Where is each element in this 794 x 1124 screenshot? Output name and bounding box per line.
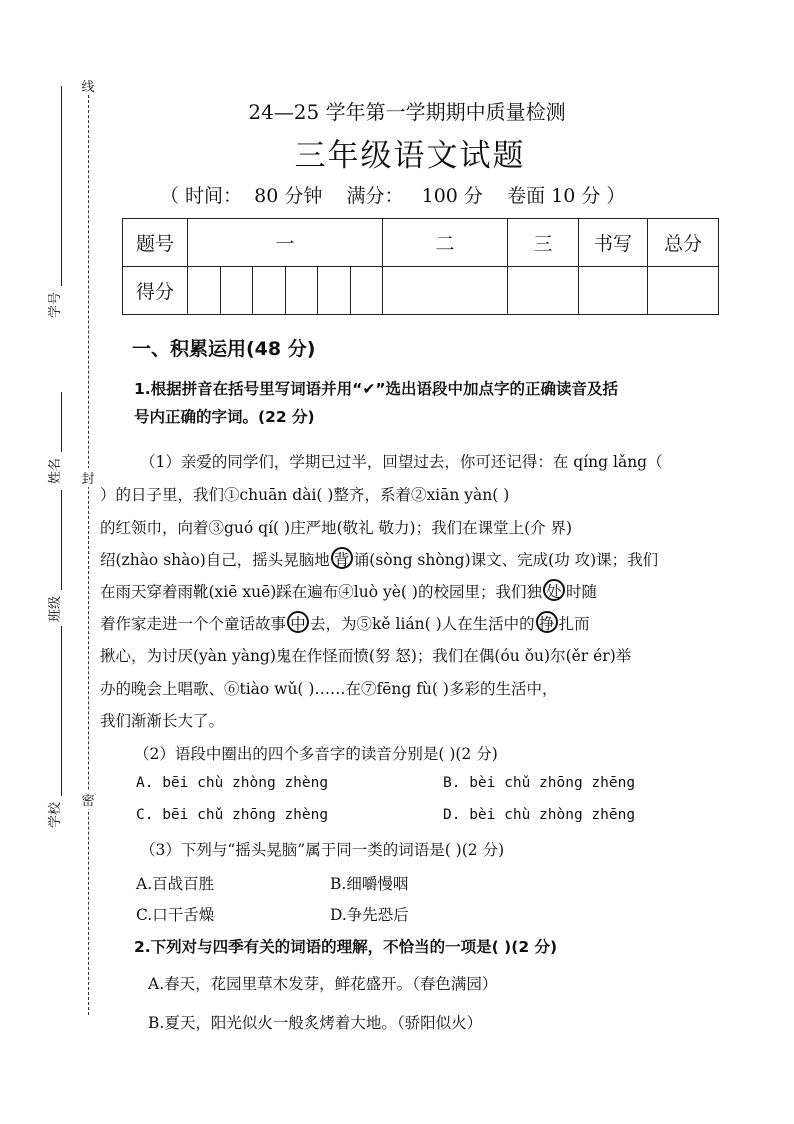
school-field[interactable] bbox=[44, 626, 63, 828]
school-label: 学校 bbox=[48, 801, 63, 828]
passage-line bbox=[100, 547, 658, 570]
score-cell[interactable] bbox=[188, 267, 221, 315]
binding-dashed-line bbox=[88, 80, 89, 1015]
score-cell[interactable] bbox=[508, 267, 579, 315]
exam-title: 三年级语文试题 bbox=[294, 138, 526, 174]
binding-char-seal: 封 bbox=[78, 468, 98, 487]
passage-text: 扎而 bbox=[558, 615, 590, 633]
passage-line: （1）亲爱的同学们，学期已过半，回望过去，你可还记得：在 qíng lǎng（ bbox=[140, 453, 663, 471]
passage-text: 绍(zhào shào)自己，摇头晃脑地 bbox=[100, 551, 330, 569]
exam-subtitle: 24—25 学年第一学期期中质量检测 bbox=[248, 100, 566, 124]
score-cell[interactable] bbox=[318, 267, 351, 315]
passage-line: 办的晚会上唱歌、⑥tiào wǔ( )……在⑦fēng fù( )多彩的生活中， bbox=[100, 680, 558, 698]
option-d[interactable]: D.争先恐后 bbox=[330, 906, 409, 924]
score-header-cell: 一 bbox=[188, 219, 383, 267]
passage-line bbox=[100, 579, 597, 602]
passage-text: 时随 bbox=[565, 583, 597, 601]
score-cell[interactable] bbox=[220, 267, 253, 315]
name-field[interactable] bbox=[44, 392, 63, 484]
score-header-cell: 题号 bbox=[123, 219, 188, 267]
question-1-prompt-line1: 1.根据拼音在括号里写词语并用“✔”选出语段中加点字的正确读音及括 bbox=[134, 380, 619, 398]
score-cell[interactable] bbox=[579, 267, 648, 315]
score-row-label: 得分 bbox=[123, 267, 188, 315]
question-2-prompt: 2.下列对与四季有关的词语的理解，不恰当的一项是( )(2 分) bbox=[134, 938, 558, 956]
option-b[interactable]: B.细嚼慢咽 bbox=[330, 875, 409, 893]
option-c[interactable]: C.口干舌燥 bbox=[136, 906, 215, 924]
name-label: 姓名 bbox=[48, 457, 63, 484]
passage-line: 我们渐渐长大了。 bbox=[100, 712, 225, 730]
score-cell[interactable] bbox=[253, 267, 286, 315]
passage-text: 在雨天穿着雨靴(xiē xuē)踩在遍布④luò yè( )的校园里；我们独 bbox=[100, 583, 542, 601]
passage-line: 的红领巾，向着③guó qí( )庄严地(敬礼 敬力)；我们在课堂上(介 界) bbox=[100, 519, 573, 537]
option-b[interactable]: B. bèi chǔ zhōng zhēng bbox=[443, 775, 636, 791]
score-header-cell: 总分 bbox=[648, 219, 719, 267]
class-field[interactable] bbox=[44, 490, 63, 622]
score-header-cell: 二 bbox=[383, 219, 508, 267]
binding-char-line: 线 bbox=[78, 76, 98, 95]
score-cell[interactable] bbox=[383, 267, 508, 315]
passage-line: ）的日子里，我们①chuān dài( )整齐，系着②xiān yàn( ) bbox=[100, 486, 510, 504]
score-header-cell: 三 bbox=[508, 219, 579, 267]
passage-text: 诵(sòng shòng)课文、完成(功 攻)课；我们 bbox=[353, 551, 659, 569]
sub-question-2: （2）语段中圈出的四个多音字的读音分别是( )(2 分) bbox=[134, 745, 498, 763]
sub-question-3: （3）下列与“摇头晃脑”属于同一类的词语是( )(2 分) bbox=[140, 841, 505, 859]
option-a[interactable]: A.百战百胜 bbox=[136, 875, 215, 893]
passage-text: 着作家走进一个个童话故事 bbox=[100, 615, 287, 633]
student-id-label: 学号 bbox=[48, 291, 63, 318]
score-cell[interactable] bbox=[285, 267, 318, 315]
passage-text: 去，为⑤kě lián( )人在生活中的 bbox=[310, 615, 535, 633]
option-a[interactable]: A. bēi chù zhòng zhèng bbox=[136, 775, 329, 791]
binding-char-secret: 密 bbox=[78, 790, 98, 809]
circled-char: 挣 bbox=[536, 611, 558, 633]
option-d[interactable]: D. bèi chù zhòng zhēng bbox=[443, 807, 636, 823]
passage-line: 揪心，为讨厌(yàn yàng)鬼在作怪而愤(努 怒)；我们在偶(óu ǒu)尔(ěr ér)举 bbox=[100, 647, 632, 665]
circled-char: 中 bbox=[287, 611, 309, 633]
score-table-score-row bbox=[123, 267, 719, 315]
circled-char: 背 bbox=[331, 547, 353, 569]
question-1-prompt-line2: 号内正确的字词。(22 分) bbox=[134, 408, 315, 426]
exam-info: （ 时间： 80 分钟 满分： 100 分 卷面 10 分 ） bbox=[160, 185, 626, 207]
passage-line bbox=[100, 611, 590, 634]
class-label: 班级 bbox=[48, 595, 63, 622]
circled-char: 处 bbox=[543, 579, 565, 601]
score-header-cell: 书写 bbox=[579, 219, 648, 267]
option-b[interactable]: B.夏天，阳光似火一般炙烤着大地。（骄阳似火） bbox=[148, 1014, 483, 1032]
option-c[interactable]: C. bēi chǔ zhōng zhèng bbox=[136, 807, 329, 823]
option-a[interactable]: A.春天，花园里草木发芽，鲜花盛开。（春色满园） bbox=[148, 975, 498, 993]
section-heading: 一、积累运用(48 分) bbox=[132, 338, 316, 360]
score-cell[interactable] bbox=[648, 267, 719, 315]
score-cell[interactable] bbox=[350, 267, 383, 315]
score-table bbox=[122, 218, 719, 315]
score-table-header-row bbox=[123, 219, 719, 267]
